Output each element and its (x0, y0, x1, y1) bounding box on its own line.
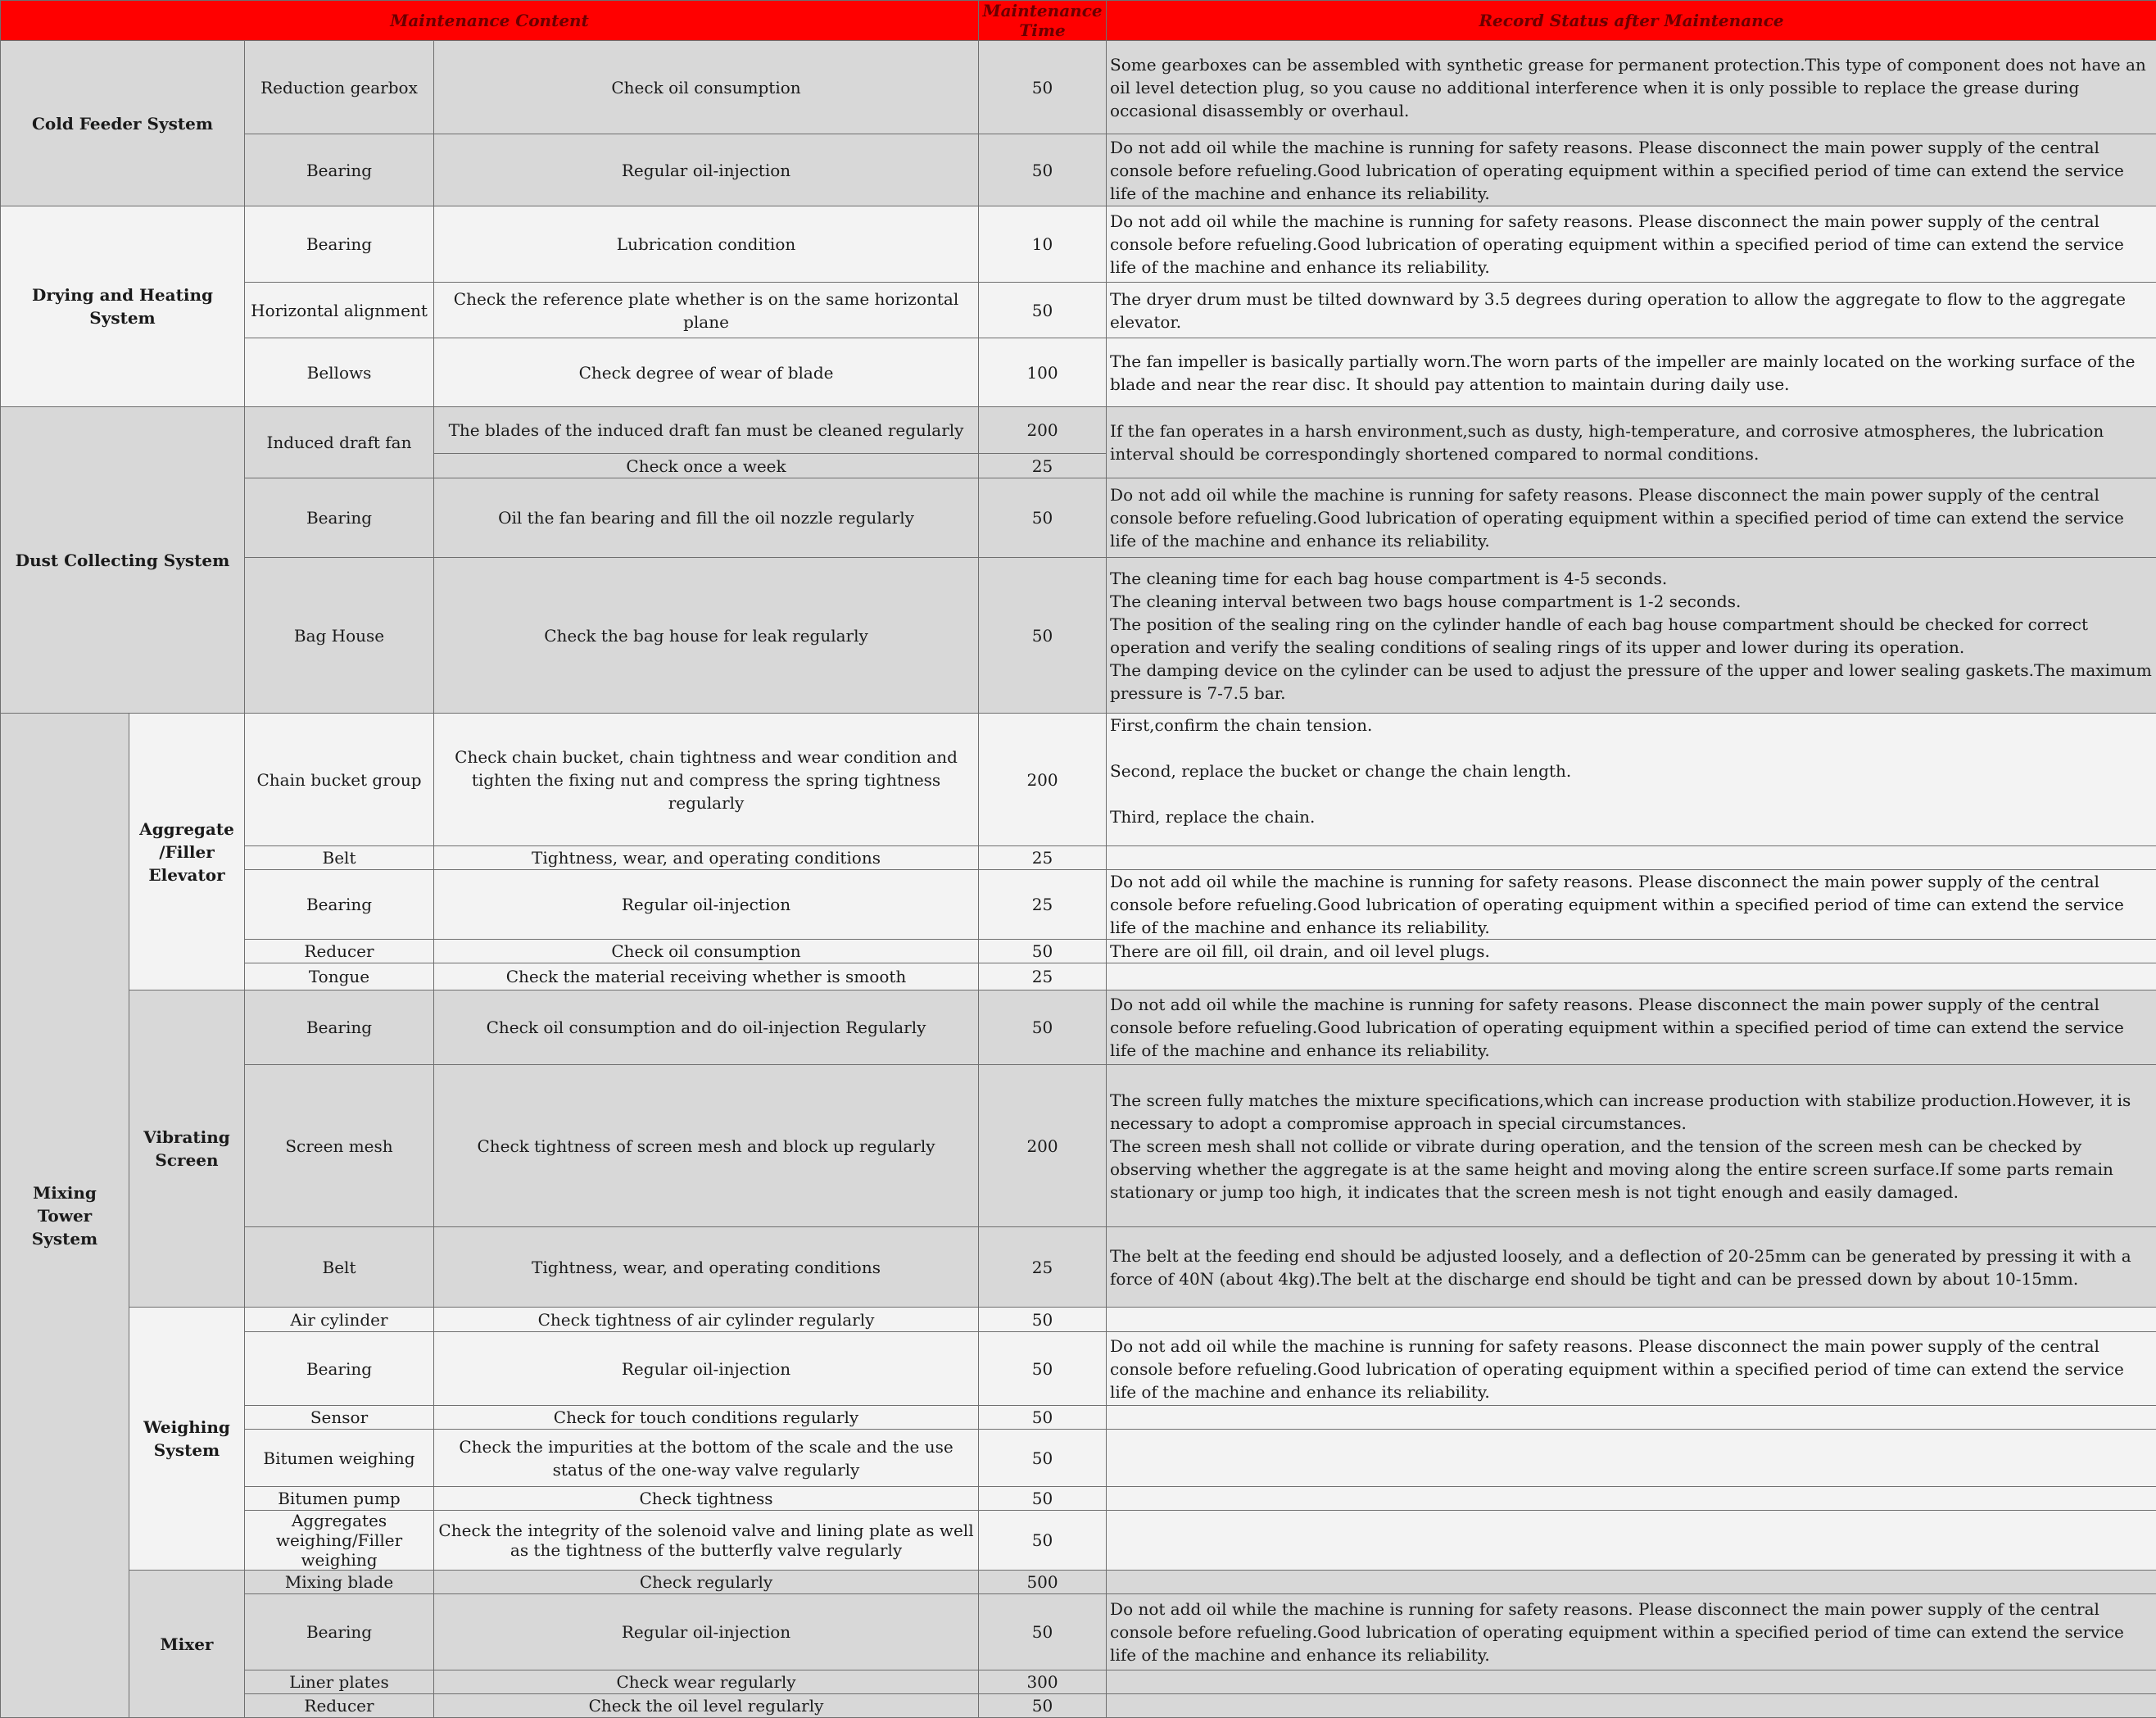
part-cell: Bitumen weighing (245, 1430, 434, 1487)
time-cell: 50 (979, 41, 1107, 134)
note-cell: Do not add oil while the machine is running for safety reasons. Please disconnect the main power supply of the central console before refueling.Good lubrication of operating equipment within a specified period of time can extend the service life of the machine and enhance its reliability. (1107, 206, 2156, 283)
time-cell: 50 (979, 283, 1107, 338)
time-cell: 50 (979, 134, 1107, 206)
table-row (1, 1694, 2156, 1718)
time-cell: 50 (979, 1694, 1107, 1718)
table-row (1, 1594, 2156, 1670)
note-cell: The dryer drum must be tilted downward by 3.5 degrees during operation to allow the aggregate to flow to the aggregate elevator. (1107, 283, 2156, 338)
system-mixing-tower: Mixing Tower System (1, 714, 129, 1718)
item-cell: The blades of the induced draft fan must be cleaned regularly (434, 407, 979, 454)
item-cell: Check tightness (434, 1487, 979, 1511)
time-cell: 50 (979, 558, 1107, 714)
item-cell: Check once a week (434, 454, 979, 478)
part-cell: Bearing (245, 870, 434, 940)
time-cell: 200 (979, 1065, 1107, 1227)
item-cell: Oil the fan bearing and fill the oil nozzle regularly (434, 478, 979, 558)
note-line: Third, replace the chain. (1110, 805, 2154, 828)
table-row (1, 41, 2156, 134)
table-row (1, 206, 2156, 283)
note-cell (1107, 714, 2156, 846)
part-cell: Sensor (245, 1406, 434, 1430)
item-cell: Check regularly (434, 1571, 979, 1594)
part-cell: Chain bucket group (245, 714, 434, 846)
time-cell: 100 (979, 338, 1107, 407)
note-cell: The belt at the feeding end should be adjusted loosely, and a deflection of 20-25mm can be generated by pressing it with a force of 40N (about 4kg).The belt at the discharge end should be tight and can be pressed down by about 10-15mm. (1107, 1227, 2156, 1308)
note-cell (1107, 1670, 2156, 1694)
item-cell: Regular oil-injection (434, 134, 979, 206)
note-cell: The fan impeller is basically partially worn.The worn parts of the impeller are mainly located on the working surface of the blade and near the rear disc. It should pay attention to maintain during daily use. (1107, 338, 2156, 407)
time-cell: 50 (979, 1332, 1107, 1406)
note-cell (1107, 1065, 2156, 1227)
time-cell: 500 (979, 1571, 1107, 1594)
table-row (1, 870, 2156, 940)
note-line: The cleaning interval between two bags house compartment is 1-2 seconds. (1110, 590, 2154, 613)
item-cell: Check chain bucket, chain tightness and wear condition and tighten the fixing nut and compress the spring tightness regularly (434, 714, 979, 846)
table-row (1, 1332, 2156, 1406)
header-row (1, 1, 2156, 41)
item-cell: Lubrication condition (434, 206, 979, 283)
note-cell (1107, 846, 2156, 870)
item-cell: Check tightness of screen mesh and block up regularly (434, 1065, 979, 1227)
part-cell: Air cylinder (245, 1308, 434, 1332)
table-row (1, 1430, 2156, 1487)
note-cell (1107, 1487, 2156, 1511)
part-cell: Belt (245, 846, 434, 870)
note-line: Second, replace the bucket or change the chain length. (1110, 759, 2154, 782)
part-cell: Bearing (245, 478, 434, 558)
item-cell: Regular oil-injection (434, 870, 979, 940)
note-cell: If the fan operates in a harsh environment,such as dusty, high-temperature, and corrosive atmospheres, the lubrication interval should be correspondingly shortened compared to normal conditions. (1107, 407, 2156, 478)
time-cell: 25 (979, 963, 1107, 990)
note-cell (1107, 1406, 2156, 1430)
time-cell: 50 (979, 1406, 1107, 1430)
note-cell (1107, 1571, 2156, 1594)
time-cell: 50 (979, 940, 1107, 963)
part-cell: Reduction gearbox (245, 41, 434, 134)
note-line: The screen fully matches the mixture specifications,which can increase production with stabilize production.However, it is necessary to adopt a compromise approach in special circumstances. (1110, 1089, 2154, 1135)
item-cell: Tightness, wear, and operating conditions (434, 846, 979, 870)
item-cell: Regular oil-injection (434, 1332, 979, 1406)
subsystem-vibrating-screen: Vibrating Screen (129, 990, 245, 1308)
table-row (1, 1670, 2156, 1694)
item-cell: Check wear regularly (434, 1670, 979, 1694)
table-row (1, 1065, 2156, 1227)
note-cell: Do not add oil while the machine is running for safety reasons. Please disconnect the main power supply of the central console before refueling.Good lubrication of operating equipment within a specified period of time can extend the service life of the machine and enhance its reliability. (1107, 1594, 2156, 1670)
table-row (1, 1227, 2156, 1308)
time-cell: 200 (979, 407, 1107, 454)
part-cell: Tongue (245, 963, 434, 990)
table-row (1, 478, 2156, 558)
item-cell: Check oil consumption (434, 41, 979, 134)
item-cell: Check the oil level regularly (434, 1694, 979, 1718)
time-cell: 50 (979, 1487, 1107, 1511)
time-cell: 25 (979, 1227, 1107, 1308)
part-cell: Bearing (245, 1594, 434, 1670)
table-row (1, 1406, 2156, 1430)
table-row (1, 338, 2156, 407)
item-cell: Check the reference plate whether is on the same horizontal plane (434, 283, 979, 338)
table-row (1, 1511, 2156, 1571)
part-cell: Aggregates weighing/Filler weighing (245, 1511, 434, 1571)
table-row (1, 846, 2156, 870)
part-cell: Bearing (245, 134, 434, 206)
note-cell (1107, 963, 2156, 990)
time-cell: 25 (979, 454, 1107, 478)
part-cell: Horizontal alignment (245, 283, 434, 338)
item-cell: Check the integrity of the solenoid valve and lining plate as well as the tightness of the butterfly valve regularly (434, 1511, 979, 1571)
note-line: The cleaning time for each bag house compartment is 4-5 seconds. (1110, 567, 2154, 590)
note-line: First,confirm the chain tension. (1110, 714, 2154, 737)
table-row (1, 990, 2156, 1065)
note-cell: Do not add oil while the machine is running for safety reasons. Please disconnect the main power supply of the central console before refueling.Good lubrication of operating equipment within a specified period of time can extend the service life of the machine and enhance its reliability. (1107, 990, 2156, 1065)
part-cell: Bearing (245, 206, 434, 283)
part-cell: Bag House (245, 558, 434, 714)
item-cell: Check oil consumption (434, 940, 979, 963)
note-line: The screen mesh shall not collide or vibrate during operation, and the tension of the screen mesh can be checked by observing whether the aggregate is at the same height and moving along the entire screen surface.If some parts remain stationary or jump too high, it indicates that the screen mesh is not tight enough and easily damaged. (1110, 1135, 2154, 1204)
part-cell: Bitumen pump (245, 1487, 434, 1511)
note-line: The damping device on the cylinder can be used to adjust the pressure of the upper and lower sealing gaskets.The maximum pressure is 7-7.5 bar. (1110, 659, 2154, 705)
part-cell: Bearing (245, 1332, 434, 1406)
part-cell: Bellows (245, 338, 434, 407)
part-cell: Mixing blade (245, 1571, 434, 1594)
part-cell: Liner plates (245, 1670, 434, 1694)
time-cell: 50 (979, 1511, 1107, 1571)
system-dust-collecting: Dust Collecting System (1, 407, 245, 714)
subsystem-elevator: Aggregate /Filler Elevator (129, 714, 245, 990)
table-row (1, 714, 2156, 846)
note-cell: Do not add oil while the machine is running for safety reasons. Please disconnect the main power supply of the central console before refueling.Good lubrication of operating equipment within a specified period of time can extend the service life of the machine and enhance its reliability. (1107, 134, 2156, 206)
item-cell: Regular oil-injection (434, 1594, 979, 1670)
time-cell: 50 (979, 1430, 1107, 1487)
note-cell (1107, 1308, 2156, 1332)
note-cell: There are oil fill, oil drain, and oil level plugs. (1107, 940, 2156, 963)
time-cell: 25 (979, 870, 1107, 940)
header-record-status: Record Status after Maintenance (1107, 1, 2156, 41)
table-row (1, 1571, 2156, 1594)
header-maintenance-time: Maintenance Time (979, 1, 1107, 41)
note-cell: Do not add oil while the machine is running for safety reasons. Please disconnect the main power supply of the central console before refueling.Good lubrication of operating equipment within a specified period of time can extend the service life of the machine and enhance its reliability. (1107, 870, 2156, 940)
time-cell: 10 (979, 206, 1107, 283)
note-cell: Some gearboxes can be assembled with synthetic grease for permanent protection.This type of component does not have an oil level detection plug, so you cause no additional interference when it is only possible to replace the grease during occasional disassembly or overhaul. (1107, 41, 2156, 134)
note-cell (1107, 1430, 2156, 1487)
item-cell: Check tightness of air cylinder regularly (434, 1308, 979, 1332)
subsystem-weighing: Weighing System (129, 1308, 245, 1571)
time-cell: 50 (979, 478, 1107, 558)
item-cell: Check the impurities at the bottom of the scale and the use status of the one-way valve regularly (434, 1430, 979, 1487)
part-cell: Screen mesh (245, 1065, 434, 1227)
note-cell: Do not add oil while the machine is running for safety reasons. Please disconnect the main power supply of the central console before refueling.Good lubrication of operating equipment within a specified period of time can extend the service life of the machine and enhance its reliability. (1107, 478, 2156, 558)
time-cell: 50 (979, 990, 1107, 1065)
part-cell: Reducer (245, 1694, 434, 1718)
part-cell: Induced draft fan (245, 407, 434, 478)
table-row (1, 407, 2156, 454)
time-cell: 50 (979, 1594, 1107, 1670)
table-row (1, 940, 2156, 963)
note-cell (1107, 1694, 2156, 1718)
item-cell: Check for touch conditions regularly (434, 1406, 979, 1430)
table-row (1, 283, 2156, 338)
item-cell: Tightness, wear, and operating conditions (434, 1227, 979, 1308)
item-cell: Check the material receiving whether is smooth (434, 963, 979, 990)
table-row (1, 963, 2156, 990)
table-row (1, 558, 2156, 714)
system-drying-heating: Drying and Heating System (1, 206, 245, 407)
time-cell: 200 (979, 714, 1107, 846)
time-cell: 300 (979, 1670, 1107, 1694)
table-row (1, 1487, 2156, 1511)
note-cell (1107, 558, 2156, 714)
item-cell: Check the bag house for leak regularly (434, 558, 979, 714)
note-cell: Do not add oil while the machine is running for safety reasons. Please disconnect the main power supply of the central console before refueling.Good lubrication of operating equipment within a specified period of time can extend the service life of the machine and enhance its reliability. (1107, 1332, 2156, 1406)
table-row (1, 134, 2156, 206)
time-cell: 25 (979, 846, 1107, 870)
item-cell: Check degree of wear of blade (434, 338, 979, 407)
part-cell: Reducer (245, 940, 434, 963)
part-cell: Bearing (245, 990, 434, 1065)
system-cold-feeder: Cold Feeder System (1, 41, 245, 206)
time-cell: 50 (979, 1308, 1107, 1332)
part-cell: Belt (245, 1227, 434, 1308)
item-cell: Check oil consumption and do oil-injection Regularly (434, 990, 979, 1065)
note-cell (1107, 1511, 2156, 1571)
subsystem-mixer: Mixer (129, 1571, 245, 1718)
header-maintenance-content: Maintenance Content (1, 1, 979, 41)
note-line: The position of the sealing ring on the cylinder handle of each bag house compartment should be checked for correct operation and verify the sealing conditions of sealing rings of its upper and lower during its operation. (1110, 613, 2154, 659)
table-row (1, 1308, 2156, 1332)
